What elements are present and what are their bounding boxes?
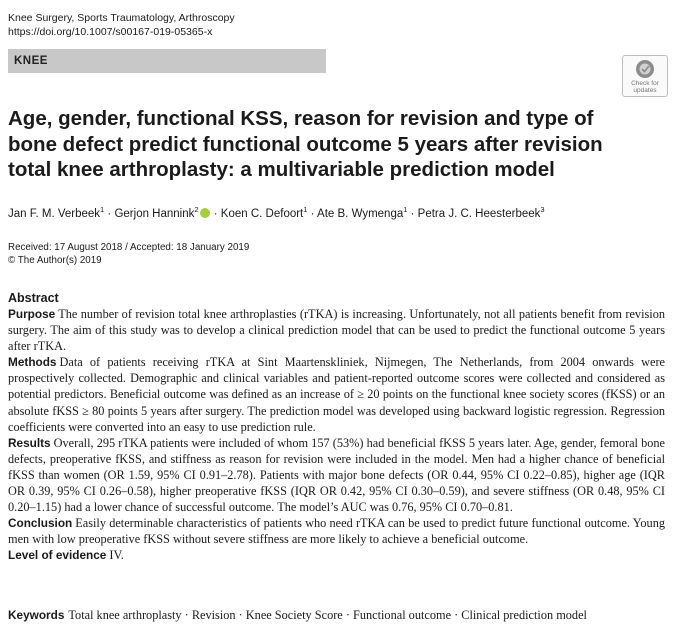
keywords-label: Keywords [8,608,65,622]
methods-text: Data of patients receiving rTKA at Sint Maartenskliniek, Nijmegen, The Netherlands, from 2004 onwards were prospectively collected. Demographic and clinical variables and patient-reported outcome scores were collected and considered as potential predictors. Beneficial outcome was defined as an increase of ≥ 20 points on the functional knee society scores (fKSS) or an absolute fKSS ≥ 80 points 5 years after surgery. The prediction model was developed using backward logistic regression. Regression coefficients were converted into an easy to use prediction rule. [8,355,665,434]
affiliation-marker: 2 [194,205,199,214]
abstract-evidence [8,547,665,563]
results-label: Results [8,435,51,450]
abstract-purpose [8,306,665,354]
section-bar [8,49,326,73]
article-history [8,241,249,267]
doi-link[interactable]: https://doi.org/10.1007/s00167-019-05365-x [8,26,213,38]
evidence-text: IV. [109,548,124,563]
check-updates-icon [635,59,655,79]
orcid-icon[interactable] [200,208,210,218]
affiliation-marker: 1 [100,205,105,214]
section-label: KNEE [14,55,48,67]
abstract-body [8,306,665,564]
abstract-methods [8,354,665,434]
author-separator: · [213,207,218,220]
article-title: Age, gender, functional KSS, reason for revision and type of bone defect predict functional outcome 5 years after revision total knee arthroplasty: a multivariable prediction model [8,107,603,181]
author-name[interactable]: Gerjon Hannink [114,207,195,220]
author-name[interactable]: Jan F. M. Verbeek [8,207,101,220]
copyright-notice: © The Author(s) 2019 [8,255,102,266]
check-updates-label: Check for updates [631,80,659,94]
check-for-updates-button[interactable] [622,55,668,97]
author-list [8,202,545,222]
author-separator: · [107,207,112,220]
keywords [8,608,587,623]
abstract-heading: Abstract [8,291,59,305]
received-accepted-dates: Received: 17 August 2018 / Accepted: 18 January 2019 [8,242,250,253]
conclusion-text: Easily determinable characteristics of patients who need rTKA can be used to predict future functional outcome. Young men with low preoperative fKSS without severe stiffness are more likely to achieve a beneficial outcome. [8,516,665,547]
results-text: Overall, 295 rTKA patients were included of whom 157 (53%) had beneficial fKSS 5 years later. Age, gender, femoral bone defects, preoperative fKSS, and stiffness as reason for revision were included in the model. Men had a higher chance of beneficial fKSS than women (OR 1.59, 95% CI 0.91–2.78). Patients with major bone defects (OR 0.44, 95% CI 0.22–0.85), higher age (IQR OR 0.39, 95% CI 0.26–0.58), higher preoperative fKSS (IQR OR 0.42, 95% CI 0.30–0.59), and severe stiffness (OR 0.48, 95% CI 0.20–1.15) had a lower chance of successful outcome. The model’s AUC was 0.76, 95% CI 0.70–0.81. [8,435,665,515]
affiliation-marker: 3 [540,205,545,214]
author-name[interactable]: Ate B. Wymenga [317,207,404,220]
affiliation-marker: 1 [303,205,308,214]
author-separator: · [310,207,315,220]
methods-label: Methods [8,355,57,370]
affiliation-marker: 1 [403,205,408,214]
author-separator: · [410,207,415,220]
journal-header [8,11,235,39]
evidence-label: Level of evidence [8,548,107,563]
author-name[interactable]: Koen C. Defoort [220,207,304,220]
purpose-label: Purpose [8,307,56,321]
author-name[interactable]: Petra J. C. Heesterbeek [417,207,541,220]
keywords-text: Total knee arthroplasty · Revision · Knee Society Score · Functional outcome · Clinical prediction model [68,608,587,622]
abstract-conclusion [8,515,665,547]
abstract-results [8,435,665,515]
purpose-text: The number of revision total knee arthroplasties (rTKA) is increasing. Unfortunately, not all patients benefit from revision surgery. The aim of this study was to develop a clinical prediction model that can be used to predict the functional outcome 5 years after rTKA. [8,307,665,354]
conclusion-label: Conclusion [8,516,73,531]
journal-name: Knee Surgery, Sports Traumatology, Arthroscopy [8,12,235,24]
